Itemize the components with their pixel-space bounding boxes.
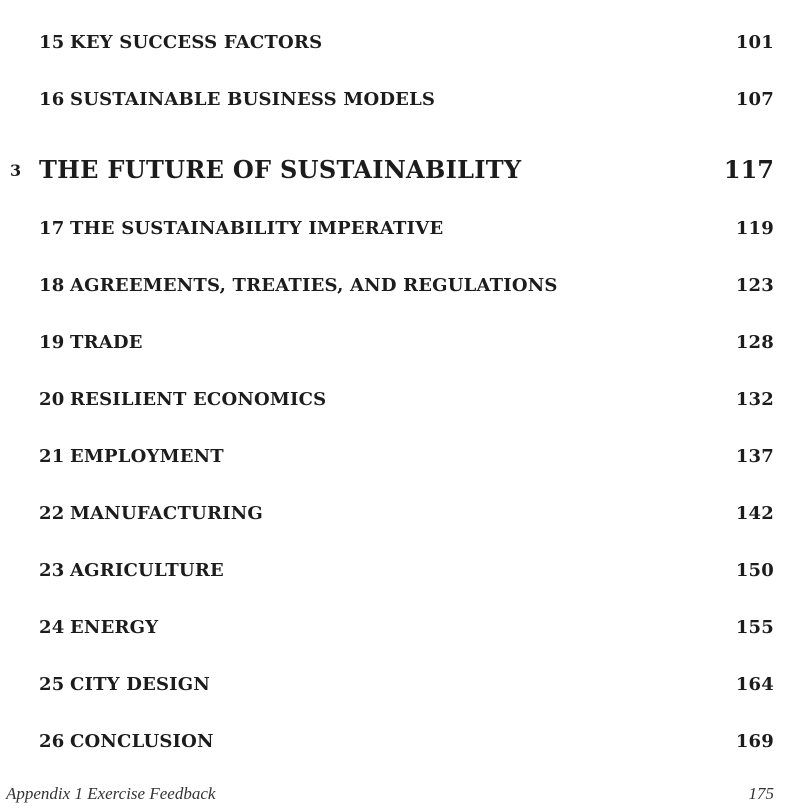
toc-entry[interactable] <box>0 503 800 533</box>
chapter-number: 26 <box>39 731 65 752</box>
chapter-title: TRADE <box>70 332 143 353</box>
chapter-title: SUSTAINABLE BUSINESS MODELS <box>70 89 436 110</box>
toc-entry[interactable] <box>0 32 800 62</box>
page-number: 169 <box>735 731 774 752</box>
part-title: THE FUTURE OF SUSTAINABILITY <box>39 155 522 184</box>
chapter-number: 25 <box>39 674 65 695</box>
page-number: 150 <box>735 560 774 581</box>
chapter-title: ENERGY <box>70 617 159 638</box>
chapter-title: RESILIENT ECONOMICS <box>70 389 327 410</box>
part-heading[interactable] <box>0 155 800 189</box>
appendix-entry[interactable] <box>0 784 800 808</box>
toc-entry[interactable] <box>0 731 800 761</box>
chapter-title: CITY DESIGN <box>70 674 211 695</box>
chapter-number: 20 <box>39 389 65 410</box>
page-number: 123 <box>735 275 774 296</box>
chapter-title: EMPLOYMENT <box>70 446 224 467</box>
chapter-number: 17 <box>39 218 65 239</box>
chapter-title: THE SUSTAINABILITY IMPERATIVE <box>70 218 444 239</box>
chapter-number: 21 <box>39 446 65 467</box>
chapter-title: AGREEMENTS, TREATIES, AND REGULATIONS <box>70 275 558 296</box>
chapter-number: 15 <box>39 32 65 53</box>
page-number: 101 <box>735 32 774 53</box>
toc-entry[interactable] <box>0 89 800 119</box>
page-number: 142 <box>735 503 774 524</box>
page-number: 128 <box>735 332 774 353</box>
part-page-number: 117 <box>723 155 774 184</box>
chapter-number: 18 <box>39 275 65 296</box>
page-number: 119 <box>735 218 774 239</box>
part-number: 3 <box>10 161 22 180</box>
toc-entry[interactable] <box>0 560 800 590</box>
toc-entry[interactable] <box>0 275 800 305</box>
page-number: 107 <box>735 89 774 110</box>
page-number: 164 <box>735 674 774 695</box>
toc-entry[interactable] <box>0 332 800 362</box>
chapter-number: 24 <box>39 617 65 638</box>
page-number: 155 <box>735 617 774 638</box>
chapter-title: AGRICULTURE <box>70 560 224 581</box>
chapter-title: KEY SUCCESS FACTORS <box>70 32 323 53</box>
toc-entry[interactable] <box>0 218 800 248</box>
toc-entry[interactable] <box>0 617 800 647</box>
page-number: 137 <box>735 446 774 467</box>
chapter-title: MANUFACTURING <box>70 503 263 524</box>
chapter-number: 22 <box>39 503 65 524</box>
toc-entry[interactable] <box>0 389 800 419</box>
toc-entry[interactable] <box>0 674 800 704</box>
chapter-number: 19 <box>39 332 65 353</box>
page-number: 132 <box>735 389 774 410</box>
chapter-number: 23 <box>39 560 65 581</box>
chapter-title: CONCLUSION <box>70 731 214 752</box>
toc-entry[interactable] <box>0 446 800 476</box>
chapter-number: 16 <box>39 89 65 110</box>
appendix-page-number: 175 <box>748 784 774 803</box>
appendix-title: Appendix 1 Exercise Feedback <box>6 784 216 803</box>
